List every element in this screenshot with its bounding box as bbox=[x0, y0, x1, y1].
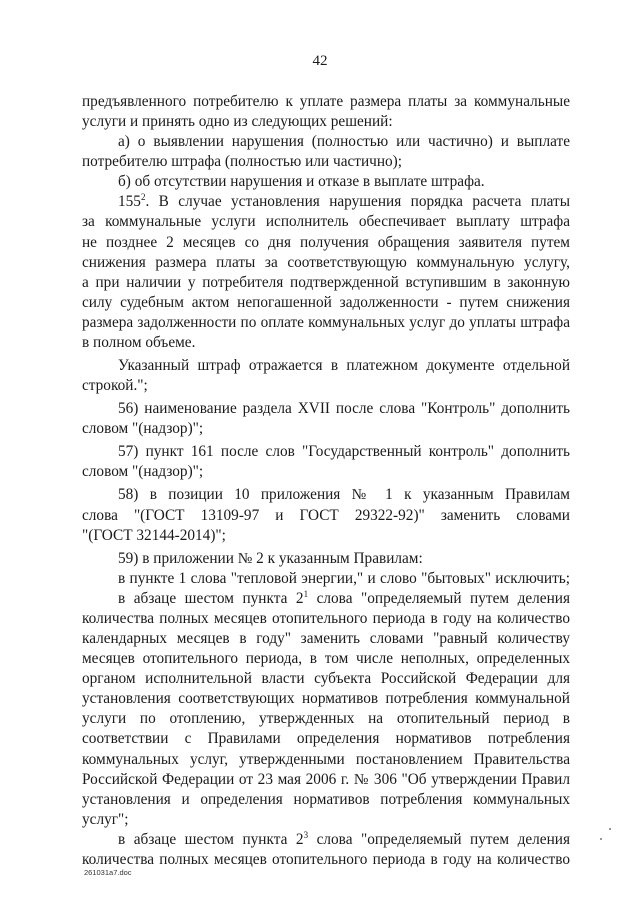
text-line bbox=[82, 589, 570, 609]
text-line: а) о выявлении нарушения (полностью или частично) и выплате bbox=[118, 133, 570, 151]
text-line: количества полных месяцев отопительного периода в году на количество bbox=[82, 850, 570, 868]
text-fragment: в абзаце шестом пункта 2 bbox=[118, 830, 304, 848]
text-line: слова "(ГОСТ 13109-97 и ГОСТ 29322-92)" заменить словами bbox=[82, 506, 570, 524]
text-fragment: 155 bbox=[118, 193, 141, 211]
scan-speck bbox=[609, 828, 611, 830]
scan-speck bbox=[600, 838, 602, 840]
text-line: словом "(надзор)"; bbox=[82, 463, 204, 481]
text-line: календарных месяцев в году" заменить словами "равный количеству bbox=[82, 630, 570, 648]
text-line: услуг"; bbox=[82, 810, 129, 828]
text-line: Российской Федерации от 23 мая 2006 г. № 306 "Об утверждении Правил bbox=[82, 770, 570, 788]
superscript: 2 bbox=[140, 192, 146, 203]
superscript: 1 bbox=[303, 588, 309, 599]
text-line: б) об отсутствии нарушения и отказе в выплате штрафа. bbox=[118, 173, 485, 191]
text-line: коммунальных услуг, утвержденными постановлением Правительства bbox=[82, 750, 570, 768]
text-fragment: слова "определяемый путем деления bbox=[308, 589, 570, 607]
text-line: потребителю штрафа (полностью или частично); bbox=[82, 153, 403, 171]
superscript: 3 bbox=[303, 829, 309, 840]
page-number: 42 bbox=[312, 53, 328, 69]
text-line: установления соответствующих нормативов потребления коммунальной bbox=[82, 690, 570, 708]
text-line: органом исполнительной власти субъекта Российской Федерации для bbox=[82, 670, 570, 688]
text-line: словом "(надзор)"; bbox=[82, 420, 204, 438]
text-line: строкой."; bbox=[82, 377, 148, 395]
text-line: в полном объеме. bbox=[82, 333, 196, 351]
text-line: снижения размера платы за соответствующую коммунальную услугу, bbox=[82, 253, 570, 271]
text-line: соответствии с Правилами определения нормативов потребления bbox=[82, 730, 570, 748]
text-line: установления и определения нормативов потребления коммунальных bbox=[82, 790, 570, 808]
text-fragment: . В случае установления нарушения порядка расчета платы bbox=[145, 193, 570, 211]
text-line bbox=[82, 830, 570, 850]
text-line: 59) в приложении № 2 к указанным Правилам: bbox=[118, 549, 423, 567]
text-line: услуги по отоплению, утвержденных на отопительный период в bbox=[82, 710, 570, 728]
text-line: 57) пункт 161 после слов "Государственный контроль" дополнить bbox=[118, 443, 570, 461]
text-line: услуги и принять одно из следующих решений: bbox=[82, 113, 393, 131]
text-line: силу судебным актом непогашенной задолженности - путем снижения bbox=[82, 293, 570, 311]
text-line: не позднее 2 месяцев со дня получения обращения заявителя путем bbox=[82, 233, 570, 251]
text-fragment: слова "определяемый путем деления bbox=[308, 830, 570, 848]
text-line: размера задолженности по оплате коммунальных услуг до уплаты штрафа bbox=[82, 313, 570, 331]
text-line: 58) в позиции 10 приложения № 1 к указанным Правилам bbox=[118, 486, 570, 504]
text-line: месяцев отопительного периода, в том числе неполных, определенных bbox=[82, 650, 570, 668]
text-line: "(ГОСТ 32144-2014)"; bbox=[82, 526, 226, 544]
footer-filename: 261031a7.doc bbox=[84, 868, 132, 877]
text-line: Указанный штраф отражается в платежном документе отдельной bbox=[118, 357, 570, 375]
text-fragment: в абзаце шестом пункта 2 bbox=[118, 589, 304, 607]
text-line: за коммунальные услуги исполнитель обеспечивает выплату штрафа bbox=[82, 213, 570, 231]
text-line: количества полных месяцев отопительного периода в году на количество bbox=[82, 609, 570, 627]
text-line: в пункте 1 слова "тепловой энергии," и слово "бытовых" исключить; bbox=[118, 569, 570, 587]
text-line bbox=[82, 192, 570, 212]
text-line: а при наличии у потребителя подтвержденной вступившим в законную bbox=[82, 273, 570, 291]
text-line: предъявленного потребителю к уплате размера платы за коммунальные bbox=[82, 93, 570, 110]
text-line: 56) наименование раздела XVII после слова "Контроль" дополнить bbox=[118, 400, 570, 418]
document-body bbox=[82, 92, 570, 870]
